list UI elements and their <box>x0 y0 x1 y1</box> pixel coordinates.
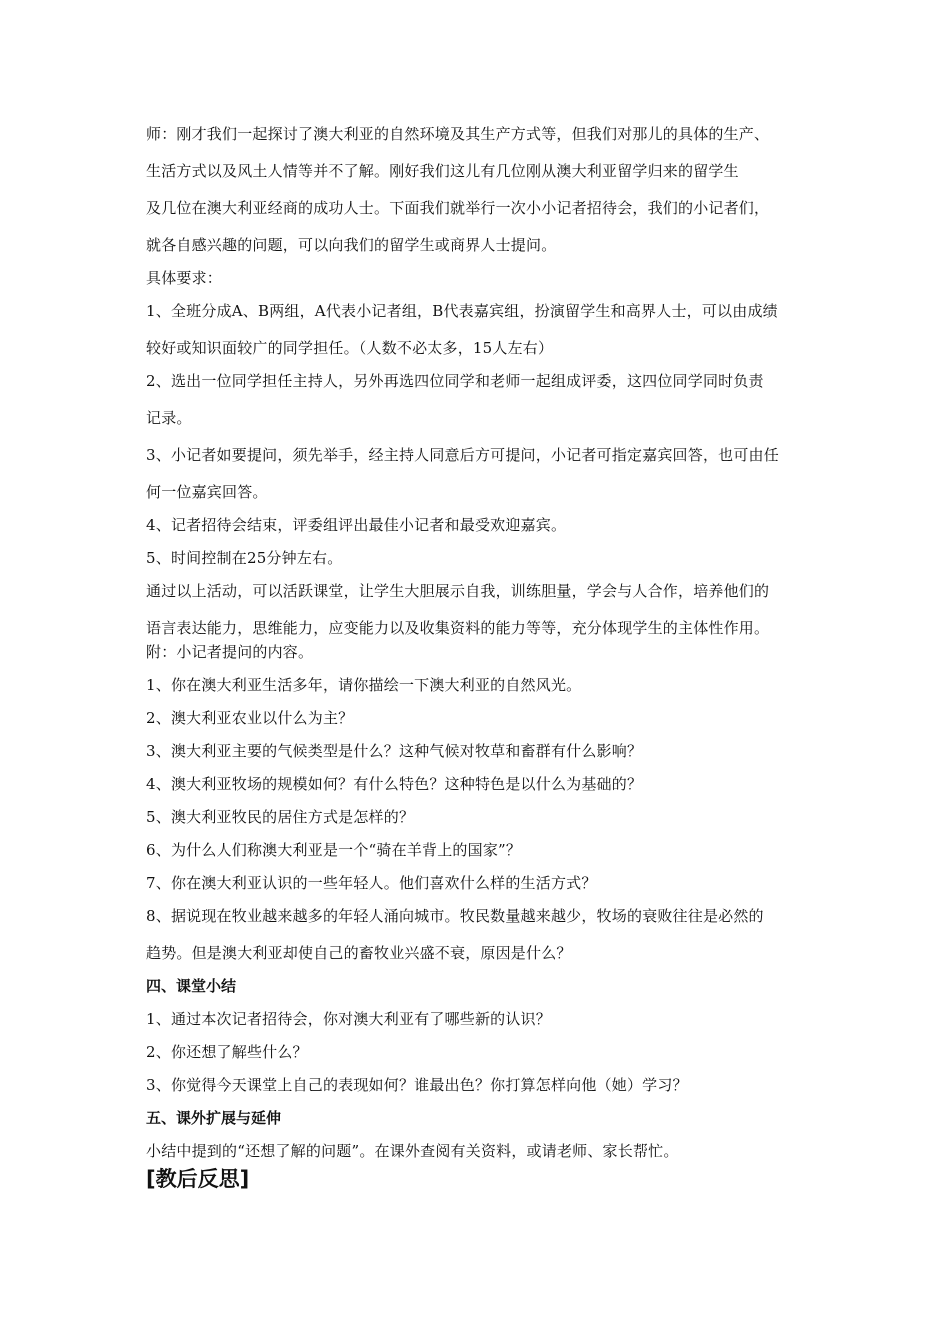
intro-line: 就各自感兴趣的问题，可以向我们的留学生或商界人士提问。 <box>146 236 557 254</box>
purpose-line: 语言表达能力，思维能力，应变能力以及收集资料的能力等等，充分体现学生的主体性作用。 <box>146 619 770 637</box>
intro-line: 师：刚才我们一起探讨了澳大利亚的自然环境及其生产方式等，但我们对那儿的具体的生产、 <box>146 125 770 143</box>
question-line: 1、你在澳大利亚生活多年，请你描绘一下澳大利亚的自然风光。 <box>146 676 582 694</box>
summary-item: 2、你还想了解些什么？ <box>146 1043 308 1061</box>
requirement-line: 何一位嘉宾回答。 <box>146 483 268 501</box>
summary-heading: 四、课堂小结 <box>146 977 237 995</box>
summary-item: 1、通过本次记者招待会，你对澳大利亚有了哪些新的认识？ <box>146 1010 551 1028</box>
requirement-line: 4、记者招待会结束，评委组评出最佳小记者和最受欢迎嘉宾。 <box>146 516 567 534</box>
appendix-title: 附：小记者提问的内容。 <box>146 643 314 661</box>
question-line: 4、澳大利亚牧场的规模如何？有什么特色？这种特色是以什么为基础的？ <box>146 775 643 793</box>
purpose-line: 通过以上活动，可以活跃课堂，让学生大胆展示自我，训练胆量，学会与人合作，培养他们的 <box>146 582 770 600</box>
requirement-line: 5、时间控制在25分钟左右。 <box>146 549 343 567</box>
intro-line: 生活方式以及风土人情等并不了解。刚好我们这儿有几位刚从澳大利亚留学归来的留学生 <box>146 162 739 180</box>
intro-line: 及几位在澳大利亚经商的成功人士。下面我们就举行一次小小记者招待会，我们的小记者们， <box>146 199 770 217</box>
question-line: 3、澳大利亚主要的气候类型是什么？这种气候对牧草和畜群有什么影响？ <box>146 742 643 760</box>
requirement-line: 较好或知识面较广的同学担任。（人数不必太多，15人左右） <box>146 339 554 357</box>
question-line: 2、澳大利亚农业以什么为主？ <box>146 709 354 727</box>
reflection-heading: [教后反思] <box>146 1167 250 1191</box>
requirement-line: 2、选出一位同学担任主持人，另外再选四位同学和老师一起组成评委，这四位同学同时负责 <box>146 372 764 390</box>
question-line: 6、为什么人们称澳大利亚是一个“骑在羊背上的国家”？ <box>146 841 522 859</box>
question-line: 7、你在澳大利亚认识的一些年轻人。他们喜欢什么样的生活方式？ <box>146 874 597 892</box>
question-line: 5、澳大利亚牧民的居住方式是怎样的？ <box>146 808 415 826</box>
document-body <box>146 124 826 1193</box>
requirement-line: 1、全班分成A、B两组，A代表小记者组，B代表嘉宾组，扮演留学生和高界人士，可以由成绩 <box>146 302 778 320</box>
requirement-line: 3、小记者如要提问，须先举手，经主持人同意后方可提问，小记者可指定嘉宾回答，也可由任 <box>146 446 779 464</box>
extension-text: 小结中提到的“还想了解的问题”。在课外查阅有关资料，或请老师、家长帮忙。 <box>146 1142 679 1160</box>
extension-heading: 五、课外扩展与延伸 <box>146 1109 282 1127</box>
question-line: 趋势。但是澳大利亚却使自己的畜牧业兴盛不衰，原因是什么？ <box>146 944 572 962</box>
requirements-title: 具体要求： <box>146 269 223 287</box>
summary-item: 3、你觉得今天课堂上自己的表现如何？谁最出色？你打算怎样向他（她）学习？ <box>146 1076 688 1094</box>
requirement-line: 记录。 <box>146 409 192 427</box>
question-line: 8、据说现在牧业越来越多的年轻人涌向城市。牧民数量越来越少，牧场的衰败往往是必然的 <box>146 907 764 925</box>
